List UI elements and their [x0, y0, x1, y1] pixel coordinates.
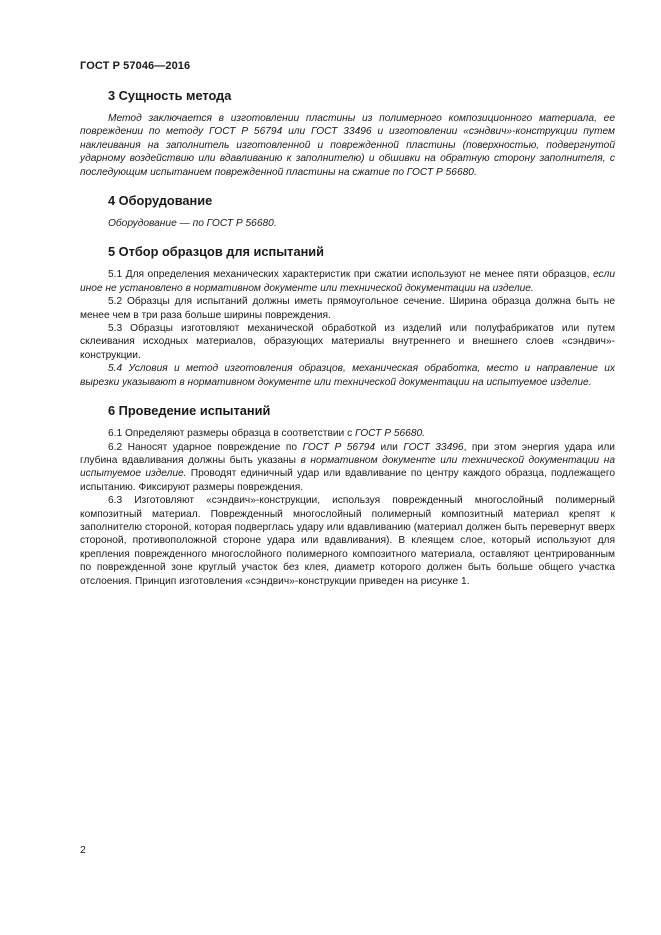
clause-6-2-ref-a: ГОСТ Р 56794 [302, 441, 376, 453]
clause-5-1-text: 5.1 Для определения механических характеристик при сжатии используют не менее пяти образцов, [108, 269, 593, 281]
clause-6-1 [80, 427, 615, 440]
document-header: ГОСТ Р 57046—2016 [80, 60, 191, 72]
clause-6-2-text-b: или [375, 441, 404, 453]
clause-6-3: 6.3 Изготовляют «сэндвич»-конструкции, используя поврежденный многослойный полимерный композитный материал. Поврежденный многослойный полимерный композитный материал крепят к заполнителю стороной, которая подверглась удару или вдавливанию (материал должен быть перевернут вверх стороной, противоположной стороне удара или вдавливания). В клеящем слое, который используют для крепления поврежденного многослойного полимерного композитного материала, оставляют центрированным по поврежденной зоне круглый участок без клея, диаметр которого должен быть больше общего участка отслоения. Принцип изготовления «сэндвич»-конструкции приведен на рисунке 1. [80, 495, 615, 587]
section-3 [80, 88, 615, 179]
clause-5-1-italic: если иное не установлено в нормативном документе или технической документации на изделие. [80, 269, 615, 294]
section-5-title: 5 Отбор образцов для испытаний [108, 244, 325, 260]
document-body [80, 88, 615, 602]
clause-6-1-italic: ГОСТ Р 56680. [355, 428, 425, 440]
clause-5-2: 5.2 Образцы для испытаний должны иметь прямоугольное сечение. Ширина образца должна быть не менее чем в три раза больше ширины повреждения. [80, 296, 615, 321]
clause-6-2 [80, 441, 615, 495]
clause-6-2-ref-b: ГОСТ 33496 [403, 441, 464, 453]
clause-6-2-italic: в нормативном документе или технической документации на испытуемое изделие. [80, 454, 615, 480]
section-4 [80, 193, 615, 230]
page-number: 2 [80, 844, 86, 856]
clause-6-1-text: 6.1 Определяют размеры образца в соответствии с [108, 428, 355, 440]
section-6 [80, 403, 615, 588]
clause-6-2-text-c: , при этом энергия удара или глубина вдавливания должны быть указаны [80, 441, 616, 466]
section-3-paragraph: Метод заключается в изготовлении пластины из полимерного композиционного материала, ее повреждении по методу ГОСТ Р 56794 или ГОСТ 33496 и изготовлении «сэндвич»-конструкции путем наклеивания на заполнитель изготовленной и поврежденной пластины (поверхностью, подвергнутой ударному воздействию или вдавливанию к заполнителю) и обшивки на обратную сторону заполнителя, с последующим испытанием поврежденной пластины на сжатие по ГОСТ Р 56680. [80, 113, 615, 178]
clause-6-2-text-a: 6.2 Наносят ударное повреждение по [108, 441, 303, 453]
clause-5-4: 5.4 Условия и метод изготовления образцов, механическая обработка, место и направление их вырезки указывают в нормативном документе или технической документации на испытуемое изделие. [80, 363, 615, 388]
section-4-title: 4 Оборудование [108, 193, 213, 209]
section-4-paragraph: Оборудование — по ГОСТ Р 56680. [108, 218, 277, 230]
clause-5-1 [80, 268, 615, 295]
clause-5-3: 5.3 Образцы изготовляют механической обработкой из изделий или полуфабрикатов или путем склеивания исходных материалов, образующих материалы внутреннего и внешнего слоев «сэндвич»-конструкции. [80, 323, 615, 361]
section-5 [80, 244, 615, 389]
section-6-title: 6 Проведение испытаний [108, 403, 271, 419]
section-3-title: 3 Сущность метода [108, 88, 232, 103]
clause-6-2-text-d: Проводят единичный удар или вдавливание по центру каждого образца, подлежащего испытанию. Фиксируют размеры повреждения. [80, 468, 616, 493]
